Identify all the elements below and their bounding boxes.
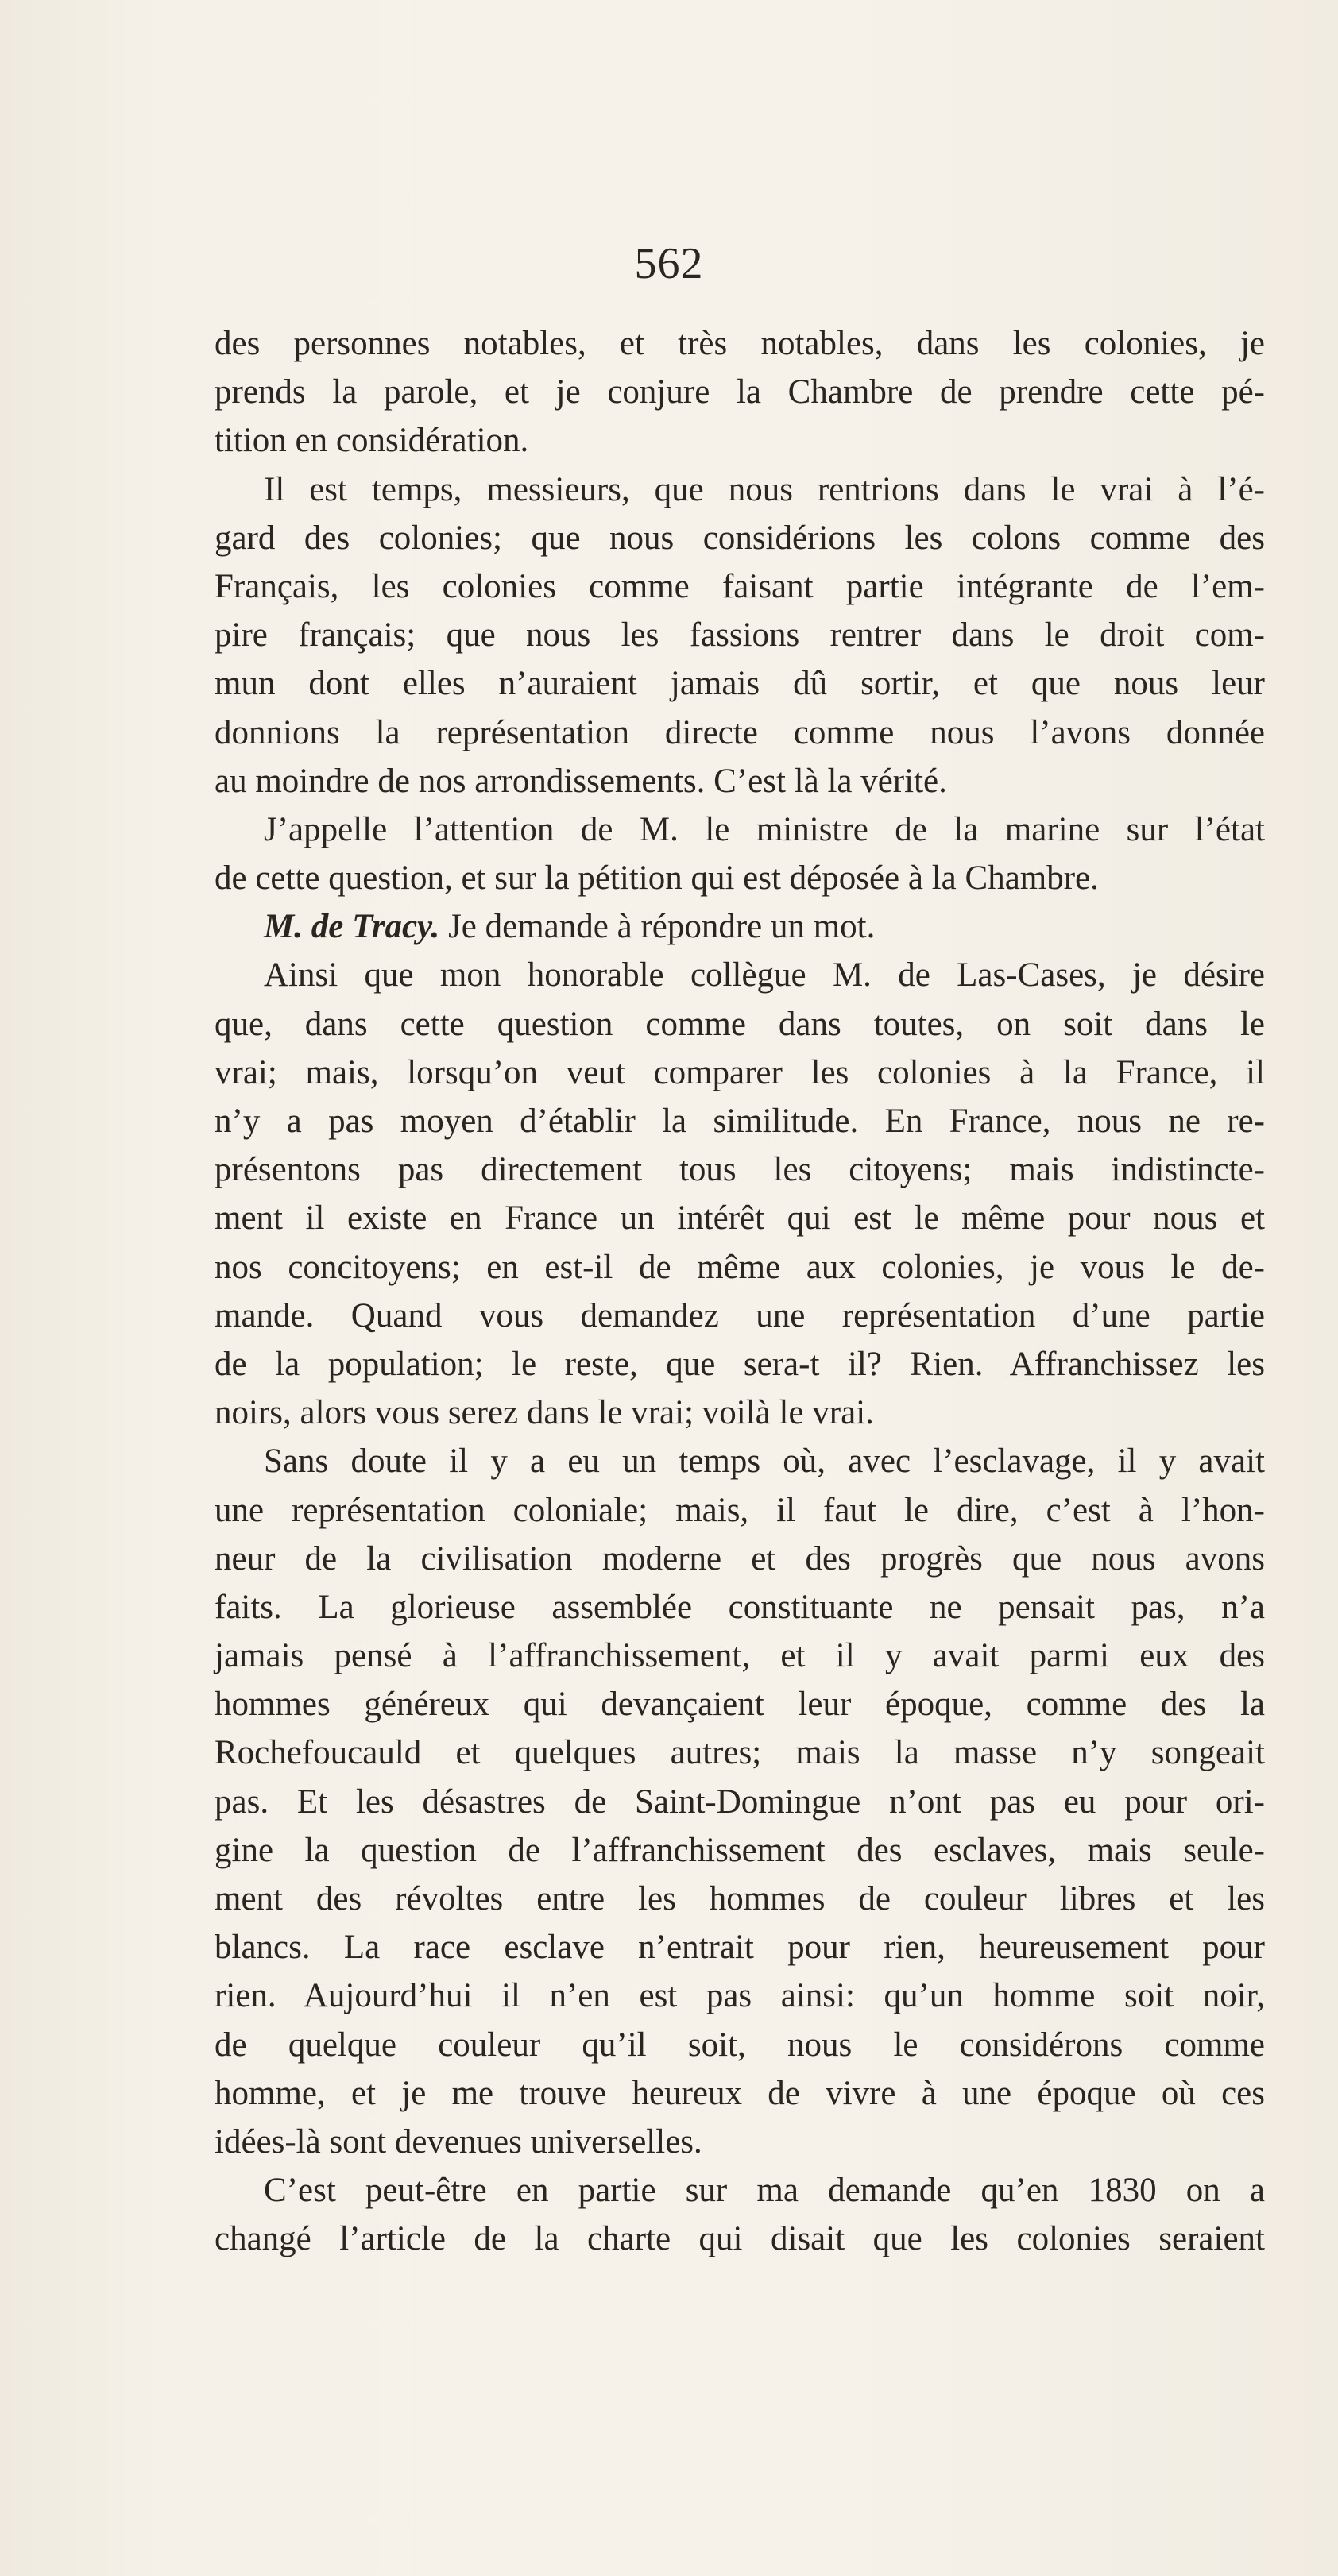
text-line: idées-là sont devenues universelles. bbox=[215, 2122, 702, 2161]
text-line: pas. Et les désastres de Saint-Domingue n’ont pas eu pour ori- bbox=[215, 1782, 1265, 1821]
text-line: hommes généreux qui devançaient leur époque, comme des la bbox=[215, 1686, 1265, 1724]
text-line: vrai; mais, lorsqu’on veut comparer les colonies à la France, il bbox=[215, 1053, 1265, 1091]
text-line: C’est peut-être en partie sur ma demande qu’en 1830 on a bbox=[264, 2172, 1265, 2210]
text-line: de quelque couleur qu’il soit, nous le considérons comme bbox=[215, 2026, 1265, 2064]
text-line: jamais pensé à l’affranchissement, et il y avait parmi eux des bbox=[215, 1637, 1265, 1675]
text-line: prends la parole, et je conjure la Chambre de prendre cette pé- bbox=[215, 373, 1265, 411]
text-line: rien. Aujourd’hui il n’en est pas ainsi: qu’un homme soit noir, bbox=[215, 1977, 1265, 2015]
text-line: que, dans cette question comme dans toutes, on soit dans le bbox=[215, 1005, 1265, 1043]
text-line: Il est temps, messieurs, que nous rentrions dans le vrai à l’é- bbox=[264, 470, 1265, 508]
page-text-body bbox=[215, 319, 1265, 2264]
text-line: J’appelle l’attention de M. le ministre de la marine sur l’état bbox=[264, 810, 1265, 848]
text-line: mande. Quand vous demandez une représentation d’une partie bbox=[215, 1296, 1265, 1334]
text-line: pire français; que nous les fassions rentrer dans le droit com- bbox=[215, 616, 1265, 655]
page-number: 562 bbox=[634, 239, 704, 288]
text-line bbox=[215, 902, 1265, 951]
speech-text: Je demande à répondre un mot. bbox=[439, 908, 876, 946]
text-line: n’y a pas moyen d’établir la similitude. En France, nous ne re- bbox=[215, 1103, 1265, 1140]
text-line: Ainsi que mon honorable collègue M. de Las-Cases, je désire bbox=[264, 956, 1265, 994]
text-line: des personnes notables, et très notables, dans les colonies, je bbox=[215, 325, 1265, 362]
text-line: une représentation coloniale; mais, il faut le dire, c’est à l’hon- bbox=[215, 1491, 1265, 1529]
text-line: de la population; le reste, que sera-t il? Rien. Affranchissez les bbox=[215, 1345, 1265, 1383]
text-line: gard des colonies; que nous considérions les colons comme des bbox=[215, 519, 1265, 557]
text-line: Français, les colonies comme faisant partie intégrante de l’em- bbox=[215, 567, 1265, 605]
text-line: au moindre de nos arrondissements. C’est là la vérité. bbox=[215, 762, 947, 800]
text-line: ment des révoltes entre les hommes de couleur libres et les bbox=[215, 1880, 1265, 1918]
text-line: blancs. La race esclave n’entrait pour rien, heureusement pour bbox=[215, 1929, 1265, 1967]
text-line: présentons pas directement tous les citoyens; mais indistincte- bbox=[215, 1151, 1265, 1189]
text-line: homme, et je me trouve heureux de vivre à une époque où ces bbox=[215, 2074, 1265, 2112]
text-line: tition en considération. bbox=[215, 422, 529, 460]
text-line: mun dont elles n’auraient jamais dû sortir, et que nous leur bbox=[215, 665, 1265, 703]
text-line: changé l’article de la charte qui disait que les colonies seraient bbox=[215, 2220, 1265, 2258]
text-line: faits. La glorieuse assemblée constituante ne pensait pas, n’a bbox=[215, 1588, 1265, 1626]
text-line: gine la question de l’affranchissement des esclaves, mais seule- bbox=[215, 1831, 1265, 1869]
text-line: neur de la civilisation moderne et des progrès que nous avons bbox=[215, 1539, 1265, 1578]
text-line: donnions la représentation directe comme nous l’avons donnée bbox=[215, 713, 1265, 751]
speaker-name: M. de Tracy. bbox=[264, 908, 440, 946]
text-line: Rochefoucauld et quelques autres; mais la masse n’y songeait bbox=[215, 1734, 1265, 1772]
text-line: noirs, alors vous serez dans le vrai; voilà le vrai. bbox=[215, 1394, 874, 1432]
text-line: Sans doute il y a eu un temps où, avec l’esclavage, il y avait bbox=[264, 1442, 1265, 1481]
text-line: nos concitoyens; en est-il de même aux colonies, je vous le de- bbox=[215, 1248, 1265, 1286]
text-line: ment il existe en France un intérêt qui est le même pour nous et bbox=[215, 1199, 1265, 1238]
text-line: de cette question, et sur la pétition qui est déposée à la Chambre. bbox=[215, 859, 1099, 898]
